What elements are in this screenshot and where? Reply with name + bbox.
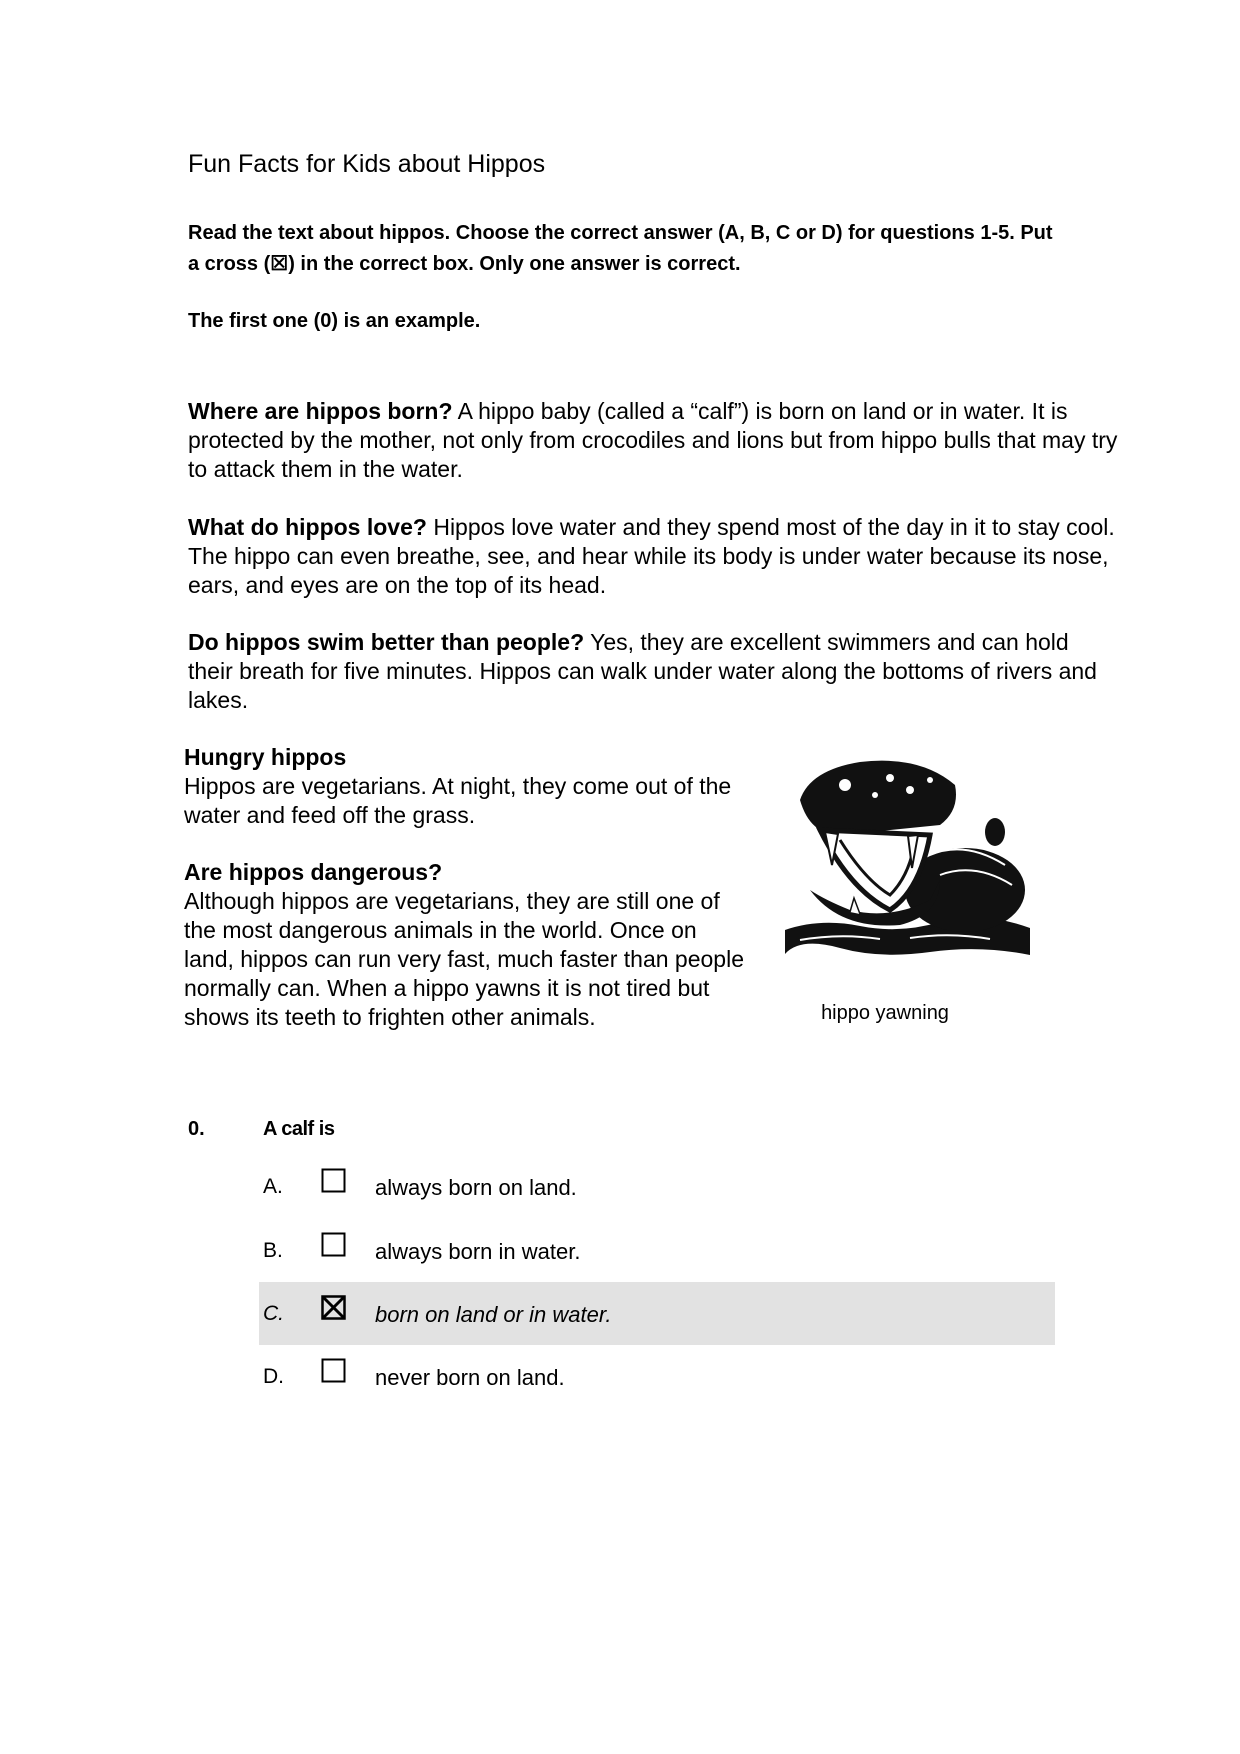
option-text: never born on land. [375,1365,565,1390]
option-a [259,1155,1055,1218]
option-c-selected [259,1282,1055,1345]
option-text: always born on land. [375,1175,577,1200]
paragraph-heading: What do hippos love? [188,514,427,540]
figure-caption: hippo yawning [821,1002,949,1024]
option-b [259,1219,1055,1282]
option-text: born on land or in water. [375,1302,612,1327]
paragraph-body: A hippo baby (called a “calf”) is born on land or in water. It is protected by the mother, not only from crocodiles and lions but from hippo bulls that may try to attack them in the water. [188,398,1118,482]
paragraph-heading: Where are hippos born? [188,398,453,424]
section-hungry-hippos [184,743,744,830]
section-heading: Are hippos dangerous? [184,859,443,885]
hippo-yawning-illustration [780,740,1040,970]
option-letter: A. [263,1175,283,1198]
question-stem: A calf is [263,1118,335,1140]
paragraph-where-born [188,397,1118,484]
checkbox-crossed-icon[interactable] [321,1295,346,1320]
option-letter: B. [263,1239,283,1262]
section-body: Although hippos are vegetarians, they are still one of the most dangerous animals in the world. Once on land, hippos can run very fast, much faster than people normally can. When a hippo yawns it is not tired but shows its teeth to frighten other animals. [184,888,744,1030]
option-d [259,1345,1055,1408]
option-text: always born in water. [375,1239,581,1264]
paragraph-body: Yes, they are excellent swimmers and can hold their breath for five minutes. Hippos can walk under water along the bottoms of rivers and lakes. [188,629,1097,713]
section-are-dangerous [184,858,744,1032]
checkbox-empty-icon[interactable] [321,1168,346,1193]
question-number: 0. [188,1118,205,1140]
section-heading: Hungry hippos [184,744,347,770]
hippo-icon [780,740,1040,970]
section-body: Hippos are vegetarians. At night, they come out of the water and feed off the grass. [184,773,732,828]
checkbox-empty-icon[interactable] [321,1358,346,1383]
option-letter: D. [263,1365,284,1388]
paragraph-body: Hippos love water and they spend most of the day in it to stay cool. The hippo can even breathe, see, and hear while its body is under water because its nose, ears, and eyes are on the top of its head. [188,514,1115,598]
page-title: Fun Facts for Kids about Hippos [188,150,546,178]
checkbox-empty-icon[interactable] [321,1232,346,1257]
option-letter: C. [263,1302,284,1325]
paragraph-swim [188,628,1118,715]
instructions: Read the text about hippos. Choose the correct answer (A, B, C or D) for questions 1-5. Put a cross (☒) in the correct box. Only one answer is correct. [188,222,1053,275]
paragraph-what-love [188,513,1118,600]
example-note: The first one (0) is an example. [188,310,481,332]
paragraph-heading: Do hippos swim better than people? [188,629,585,655]
